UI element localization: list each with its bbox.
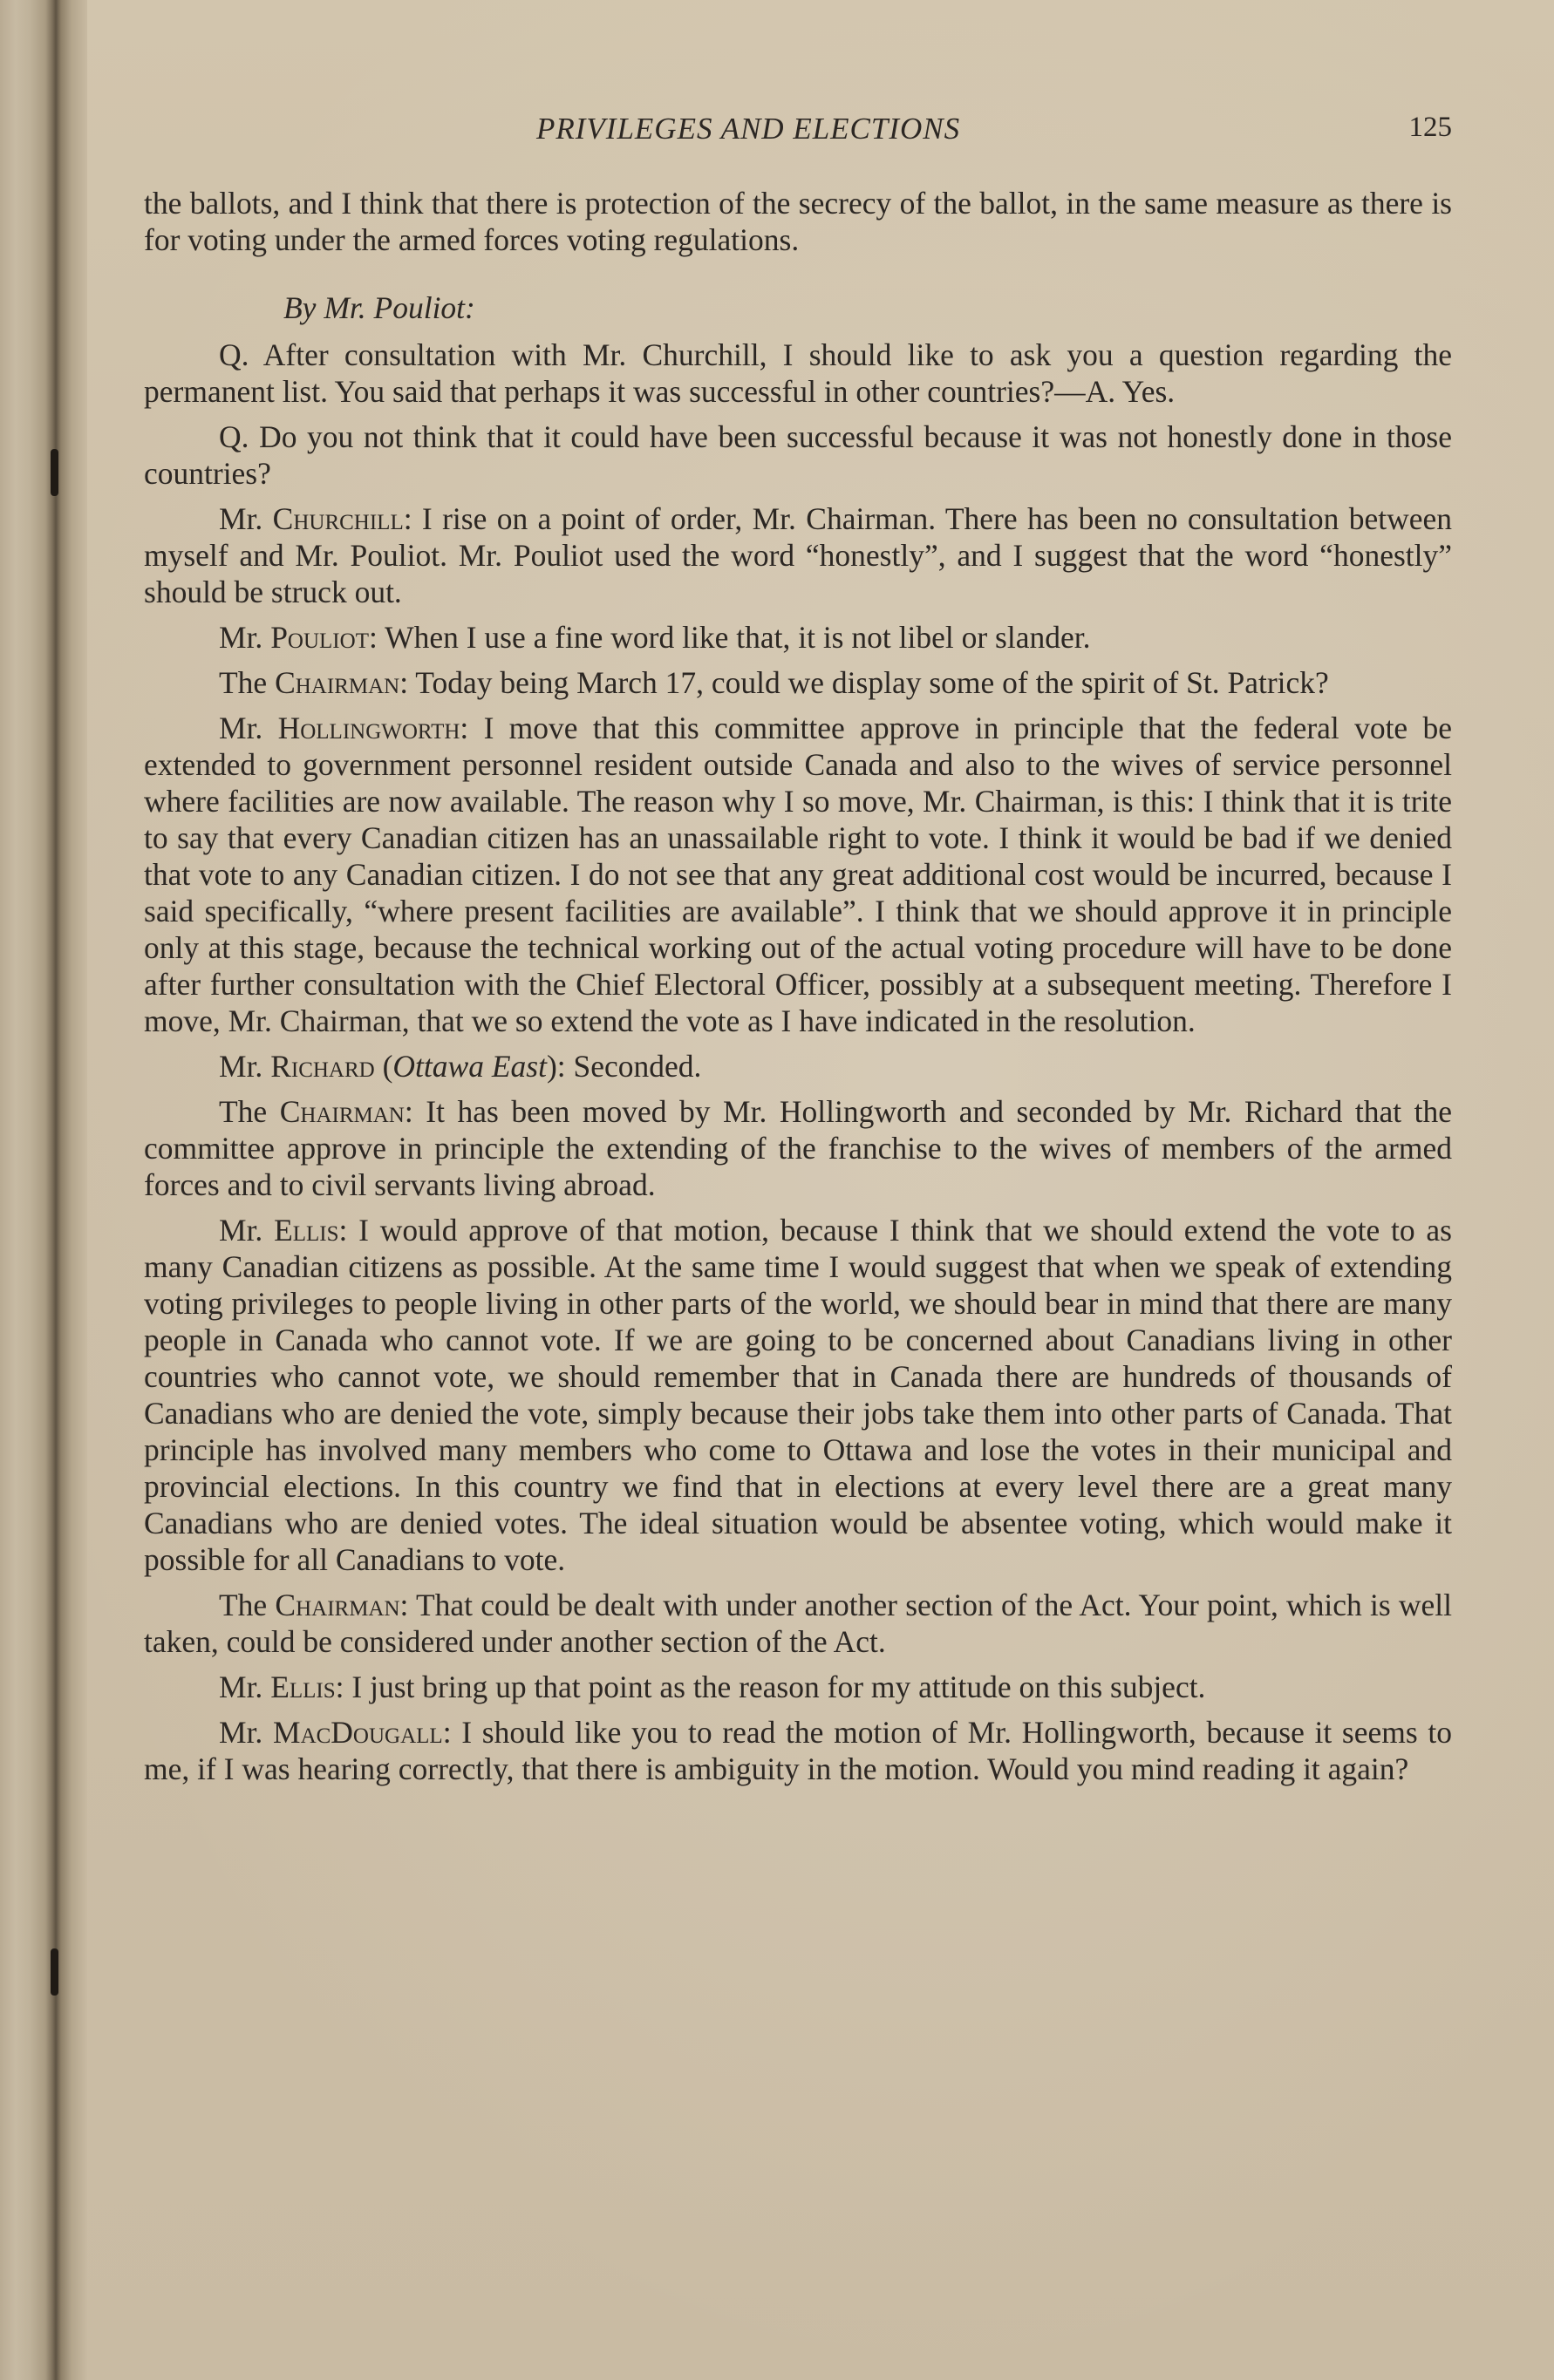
speaker-name: Chairman (279, 1094, 405, 1129)
speaker-name: Chairman (275, 1588, 400, 1622)
speech-text: : When I use a fine word like that, it is not libel or slander. (368, 620, 1091, 655)
speaker-prefix: Mr. (219, 1049, 271, 1084)
paragraph (144, 1714, 1452, 1787)
speaker-prefix: Mr. (219, 620, 271, 655)
paragraph (144, 1669, 1452, 1705)
paragraph (144, 500, 1452, 610)
header-title: PRIVILEGES AND ELECTIONS (536, 112, 961, 146)
speaker-prefix: Mr. (219, 711, 278, 745)
paragraph (144, 1587, 1452, 1660)
speech-text: : I would approve of that motion, because I think that we should extend the vote to as many Canadian citizens as possible. At the same time I would suggest that when we speak of extending voting privileges to people living in other parts of the world, we should bear in mind that there are many people in Canada who cannot vote. If we are going to be concerned about Canadians living in other countries who cannot vote, we should remember that in Canada there are hundreds of thousands of Canadians who are denied the vote, simply because their jobs take them into other parts of Canada. That principle has involved many members who come to Ottawa and lose the votes in their municipal and provincial elections. In this country we find that in elections at every level there are a great many Canadians who are denied votes. The ideal situation would be absentee voting, which would make it possible for all Canadians to vote. (144, 1213, 1452, 1577)
riding-name: Ottawa East (392, 1049, 547, 1084)
speaker-name: Churchill (272, 501, 404, 536)
page-number: 125 (1408, 112, 1452, 143)
speaker-name: Hollingworth (277, 711, 460, 745)
page-body (144, 185, 1452, 1796)
subheading: By Mr. Pouliot: (283, 290, 475, 325)
speaker-name: Chairman (275, 665, 400, 700)
paragraph (144, 1048, 1452, 1085)
speaker-name: Ellis (270, 1669, 336, 1704)
speaker-name: Richard (270, 1049, 375, 1084)
speech-text: : I just bring up that point as the reason for my attitude on this subject. (335, 1669, 1206, 1704)
speaker-prefix: The (219, 665, 276, 700)
riding-open: ( (374, 1049, 393, 1084)
paragraph (144, 1093, 1452, 1203)
binding-mark (51, 1948, 58, 1996)
speech-text: : It has been moved by Mr. Hollingworth and seconded by Mr. Richard that the committee approve in principle the extending of the franchise to the wives of members of the armed forces and to civil servants living abroad. (144, 1094, 1452, 1202)
speaker-prefix: Mr. (219, 501, 273, 536)
paragraph (144, 664, 1452, 701)
paragraph: the ballots, and I think that there is protection of the secrecy of the ballot, in the same measure as there is for voting under the armed forces voting regulations. (144, 186, 1452, 257)
speaker-prefix: Mr. (219, 1213, 275, 1248)
speaker-name: Ellis (274, 1213, 339, 1248)
speech-text: : That could be dealt with under another section of the Act. Your point, which is well taken, could be considered under another section of the Act. (144, 1588, 1452, 1659)
speech-text: ): Seconded. (546, 1049, 702, 1084)
binding-mark (51, 449, 58, 496)
paragraph (144, 619, 1452, 656)
speaker-name: MacDougall (273, 1715, 443, 1750)
speech-text: : I move that this committee approve in principle that the federal vote be extended to government personnel resident outside Canada and also to the wives of service personnel where facilities are now available. The reason why I so move, Mr. Chairman, is this: I think that it is trite to say that every Canadian citizen has an unassailable right to vote. I think it would be bad if we denied that vote to any Canadian citizen. I do not see that any great additional cost would be incurred, because I said specifically, “where present facilities are available”. I think that we should approve it in principle only at this stage, because the technical working out of the actual voting procedure will have to be done after further consultation with the Chief Electoral Officer, possibly at a subsequent meeting. Therefore I move, Mr. Chairman, that we so extend the vote as I have indicated in the resolution. (144, 711, 1452, 1038)
running-header (144, 112, 1452, 155)
paragraph (144, 1212, 1452, 1578)
paragraph (144, 710, 1452, 1039)
speech-text: : Today being March 17, could we display some of the spirit of St. Patrick? (399, 665, 1329, 700)
speaker-prefix: The (219, 1588, 276, 1622)
speaker-prefix: The (219, 1094, 280, 1129)
speaker-prefix: Mr. (219, 1669, 271, 1704)
paragraph: Q. After consultation with Mr. Churchill, I should like to ask you a question regarding the permanent list. You said that perhaps it was successful in other countries?—A. Yes. (144, 337, 1452, 409)
paragraph: Q. Do you not think that it could have been successful because it was not honestly done in those countries? (144, 419, 1452, 491)
speech-text: : I rise on a point of order, Mr. Chairman. There has been no consultation between myself and Mr. Pouliot. Mr. Pouliot used the word “honestly”, and I suggest that the word “honestly” should be struck out. (144, 501, 1452, 609)
speech-text: : I should like you to read the motion of Mr. Hollingworth, because it seems to me, if I was hearing correctly, that there is ambiguity in the motion. Would you mind reading it again? (144, 1715, 1452, 1786)
speaker-name: Pouliot (270, 620, 369, 655)
book-binding (0, 0, 87, 2380)
speaker-prefix: Mr. (219, 1715, 273, 1750)
